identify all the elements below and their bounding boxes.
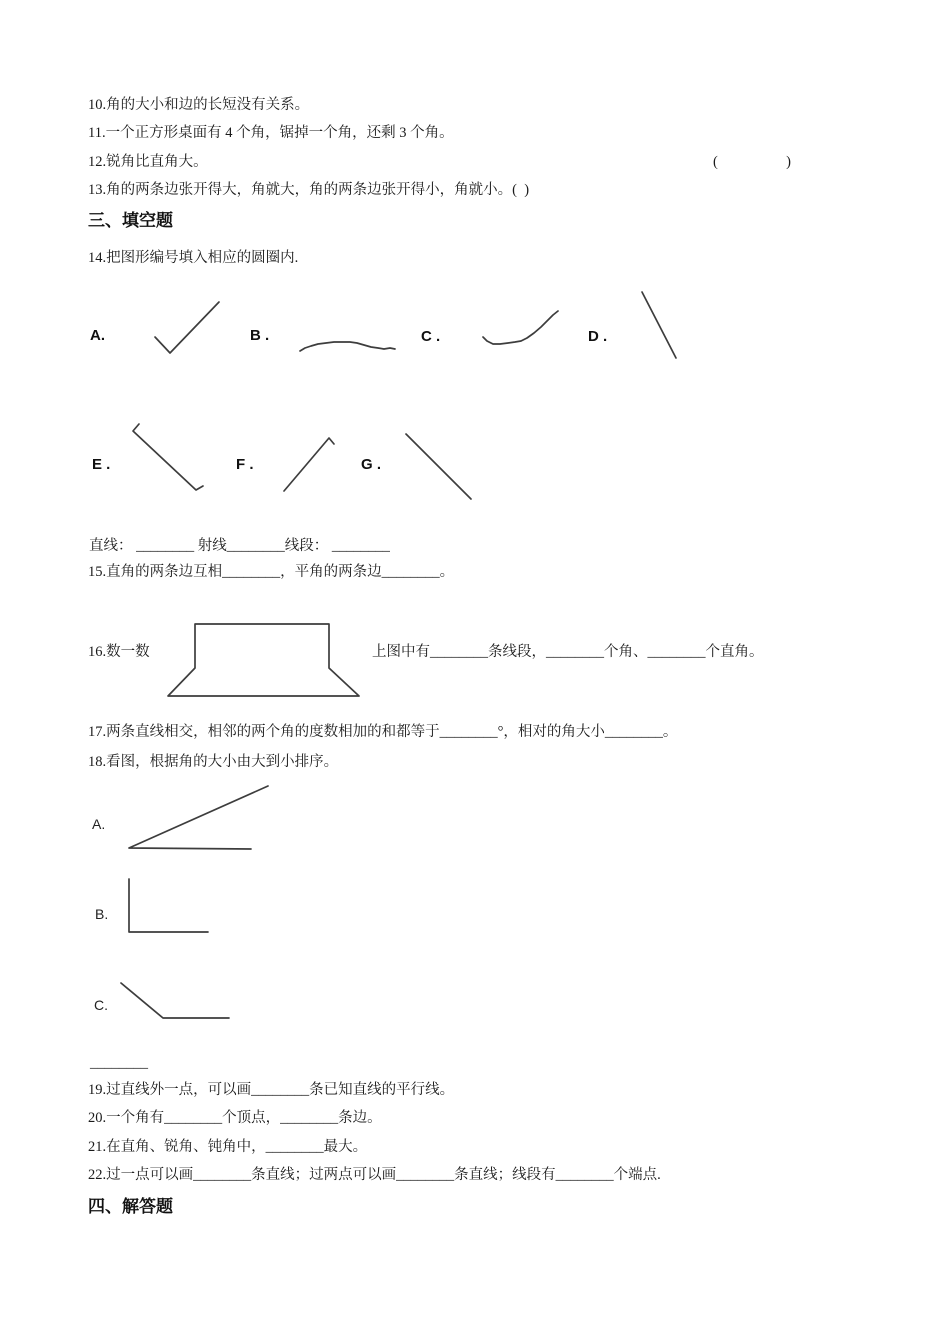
figure-18c-obtuse-angle: [121, 983, 229, 1018]
question-14: 14.把图形编号填入相应的圆圈内.: [88, 250, 299, 266]
figure-label-a: A.: [90, 327, 105, 344]
section-heading-fill-in: 三、填空题: [88, 211, 173, 230]
section-heading-answer: 四、解答题: [88, 1197, 173, 1216]
question-17: 17.两条直线相交，相邻的两个角的度数相加的和都等于________°，相对的角大小________。: [88, 724, 678, 740]
figure-label-b: B .: [250, 327, 270, 344]
figure-18b-right-angle: [129, 879, 208, 932]
question-22: 22.过一点可以画________条直线；过两点可以画________条直线；线段有________个端点.: [88, 1167, 661, 1183]
question-12-answer-parens: [713, 152, 791, 172]
figure-f-ray-with-tick: [284, 438, 334, 491]
figure-16-count-shape: [168, 624, 359, 696]
figure-g-slanted-line: [406, 434, 471, 499]
question-18: 18.看图，根据角的大小由大到小排序。: [88, 754, 339, 770]
question-16-label: 16.数一数: [88, 644, 150, 660]
figure-a-check-mark: [155, 302, 219, 353]
figure-e-segment-with-ticks: [133, 424, 203, 490]
question-21: 21.在直角、锐角、钝角中，________最大。: [88, 1139, 368, 1155]
angle-label-a: A.: [92, 816, 106, 832]
question-12: 12.锐角比直角大。: [88, 154, 208, 170]
figure-label-c: C .: [421, 328, 441, 345]
angle-label-b: B.: [95, 906, 109, 922]
angle-label-c: C.: [94, 997, 108, 1013]
figure-label-f: F .: [236, 456, 254, 473]
figure-label-g: G .: [361, 456, 382, 473]
paren-open: (: [713, 154, 718, 170]
figure-b-wavy-curve: [300, 342, 395, 351]
figure-label-d: D .: [588, 328, 608, 345]
figure-c-curved-rising-line: [483, 311, 558, 344]
question-11: 11.一个正方形桌面有 4 个角，锯掉一个角，还剩 3 个角。: [88, 125, 454, 141]
question-19: 19.过直线外一点，可以画________条已知直线的平行线。: [88, 1082, 455, 1098]
figure-d-slanted-line: [642, 292, 676, 358]
question-20: 20.一个角有________个顶点，________条边。: [88, 1110, 382, 1126]
line-type-blanks: 直线： ________ 射线________线段： ________: [89, 538, 390, 554]
question-16-text: 上图中有________条线段，________个角、________个直角。: [372, 644, 764, 660]
paren-close: ): [786, 154, 791, 170]
figure-label-e: E .: [92, 456, 111, 473]
question-15: 15.直角的两条边互相________，平角的两条边________。: [88, 564, 455, 580]
figure-18a-acute-angle: [129, 786, 268, 849]
question-13: 13.角的两条边张开得大，角就大，角的两条边张开得小，角就小。( ): [88, 182, 530, 198]
question-10: 10.角的大小和边的长短没有关系。: [88, 97, 310, 113]
question-18-answer-blank: ________: [90, 1055, 148, 1071]
